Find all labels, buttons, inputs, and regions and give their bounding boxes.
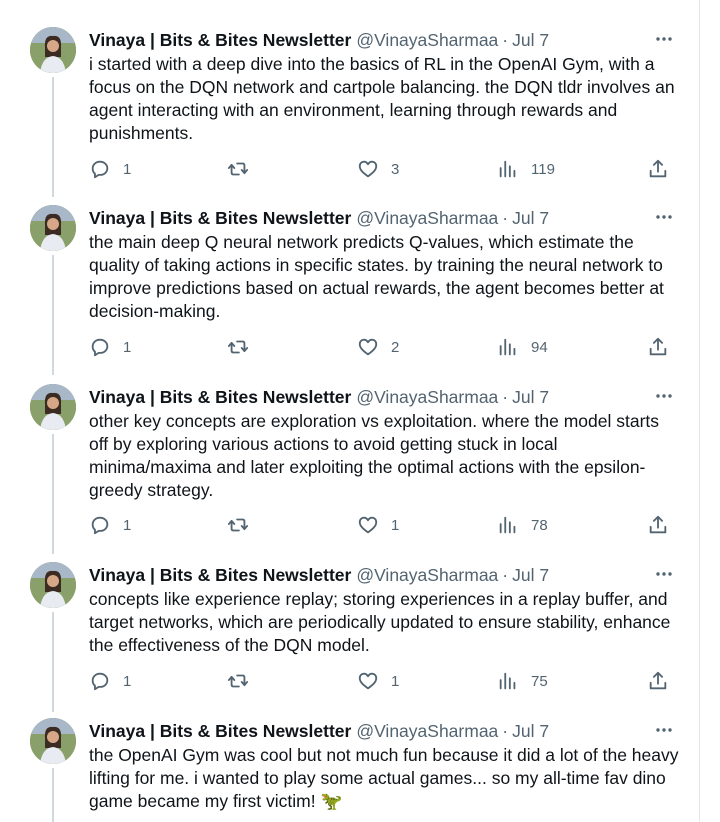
- more-icon[interactable]: [652, 562, 676, 586]
- views-icon: [497, 514, 519, 536]
- reply-button[interactable]: [89, 336, 131, 358]
- reply-count: 1: [123, 672, 132, 690]
- reply-icon: [89, 670, 111, 692]
- author-name[interactable]: Vinaya | Bits & Bites Newsletter: [89, 564, 352, 585]
- views-button[interactable]: [497, 514, 548, 536]
- retweet-icon: [227, 158, 249, 180]
- like-count: 3: [391, 160, 400, 178]
- author-handle[interactable]: @VinayaSharmaa: [356, 29, 499, 50]
- separator: ·: [502, 29, 509, 50]
- tweet-text: the main deep Q neural network predicts Q-values, which estimate the quality of taking actions in specific states. by training the neural network to improve predictions based on actual rewards, the agent becomes better at decision-making.: [89, 232, 664, 321]
- reply-button[interactable]: [89, 670, 131, 692]
- author-handle[interactable]: @VinayaSharmaa: [356, 207, 499, 228]
- retweet-button[interactable]: [227, 670, 249, 692]
- thread-line: [52, 612, 54, 712]
- share-icon: [647, 514, 669, 536]
- avatar[interactable]: [30, 205, 76, 251]
- avatar[interactable]: [30, 27, 76, 73]
- share-button[interactable]: [647, 336, 669, 358]
- tweet-date[interactable]: Jul 7: [512, 564, 550, 585]
- share-button[interactable]: [647, 514, 669, 536]
- tweet-actions: [89, 514, 679, 538]
- like-count: 1: [391, 516, 400, 534]
- share-button[interactable]: [647, 670, 669, 692]
- more-icon[interactable]: [652, 27, 676, 51]
- reply-count: 1: [123, 516, 132, 534]
- thread-line: [52, 434, 54, 554]
- retweet-button[interactable]: [227, 514, 249, 536]
- tweet-actions: [89, 670, 679, 694]
- author-name[interactable]: Vinaya | Bits & Bites Newsletter: [89, 386, 352, 407]
- like-button[interactable]: [357, 670, 399, 692]
- like-count: 1: [391, 672, 400, 690]
- tweet[interactable]: [0, 384, 700, 544]
- more-icon[interactable]: [652, 384, 676, 408]
- retweet-button[interactable]: [227, 158, 249, 180]
- tweet-actions: [89, 336, 679, 360]
- separator: ·: [502, 207, 509, 228]
- views-button[interactable]: [497, 336, 548, 358]
- separator: ·: [502, 564, 509, 585]
- views-button[interactable]: [497, 158, 555, 180]
- author-name[interactable]: Vinaya | Bits & Bites Newsletter: [89, 207, 352, 228]
- view-count: 75: [531, 672, 548, 690]
- retweet-icon: [227, 514, 249, 536]
- more-icon[interactable]: [652, 205, 676, 229]
- heart-icon: [357, 158, 379, 180]
- tweet[interactable]: [0, 27, 700, 187]
- share-icon: [647, 158, 669, 180]
- share-icon: [647, 336, 669, 358]
- author-handle[interactable]: @VinayaSharmaa: [356, 386, 499, 407]
- like-button[interactable]: [357, 336, 399, 358]
- like-button[interactable]: [357, 514, 399, 536]
- author-handle[interactable]: @VinayaSharmaa: [356, 564, 499, 585]
- views-icon: [497, 158, 519, 180]
- avatar[interactable]: [30, 562, 76, 608]
- tweet-text: concepts like experience replay; storing experiences in a replay buffer, and target networks, which are periodically updated to ensure stability, enhance the effectiveness of the DQN model.: [89, 589, 671, 655]
- tweet-date[interactable]: Jul 7: [512, 29, 550, 50]
- reply-icon: [89, 514, 111, 536]
- heart-icon: [357, 336, 379, 358]
- separator: ·: [502, 386, 509, 407]
- like-count: 2: [391, 338, 400, 356]
- retweet-icon: [227, 336, 249, 358]
- tweet[interactable]: [0, 205, 700, 365]
- avatar[interactable]: [30, 384, 76, 430]
- tweet-date[interactable]: Jul 7: [512, 720, 550, 741]
- reply-icon: [89, 336, 111, 358]
- reply-icon: [89, 158, 111, 180]
- share-icon: [647, 670, 669, 692]
- reply-count: 1: [123, 160, 132, 178]
- tweet-text: other key concepts are exploration vs exploitation. where the model starts off by exploring various actions to avoid getting stuck in local minima/maxima and later exploiting the optimal actions with the epsilon-greedy strategy.: [89, 411, 660, 500]
- reply-count: 1: [123, 338, 132, 356]
- reply-button[interactable]: [89, 514, 131, 536]
- heart-icon: [357, 670, 379, 692]
- views-icon: [497, 670, 519, 692]
- author-handle[interactable]: @VinayaSharmaa: [356, 720, 499, 741]
- view-count: 119: [531, 160, 555, 178]
- heart-icon: [357, 514, 379, 536]
- retweet-button[interactable]: [227, 336, 249, 358]
- tweet[interactable]: [0, 718, 700, 822]
- thread-line: [52, 255, 54, 375]
- view-count: 94: [531, 338, 548, 356]
- separator: ·: [502, 720, 509, 741]
- share-button[interactable]: [647, 158, 669, 180]
- tweet-text: the OpenAI Gym was cool but not much fun because it did a lot of the heavy lifting for me. i wanted to play some actual games... so my all-time fav dino game became my first victim! 🦖: [89, 745, 679, 811]
- tweet[interactable]: [0, 562, 700, 702]
- author-name[interactable]: Vinaya | Bits & Bites Newsletter: [89, 720, 352, 741]
- views-icon: [497, 336, 519, 358]
- retweet-icon: [227, 670, 249, 692]
- thread-line: [52, 77, 54, 197]
- reply-button[interactable]: [89, 158, 131, 180]
- like-button[interactable]: [357, 158, 399, 180]
- views-button[interactable]: [497, 670, 548, 692]
- tweet-date[interactable]: Jul 7: [512, 386, 550, 407]
- thread-line: [52, 768, 54, 822]
- author-name[interactable]: Vinaya | Bits & Bites Newsletter: [89, 29, 352, 50]
- avatar[interactable]: [30, 718, 76, 764]
- tweet-date[interactable]: Jul 7: [512, 207, 550, 228]
- tweet-text: i started with a deep dive into the basics of RL in the OpenAI Gym, with a focus on the DQN network and cartpole balancing. the DQN tldr involves an agent interacting with an environment, learning through rewards and punishments.: [89, 54, 675, 143]
- more-icon[interactable]: [652, 718, 676, 742]
- tweet-actions: [89, 158, 679, 182]
- view-count: 78: [531, 516, 548, 534]
